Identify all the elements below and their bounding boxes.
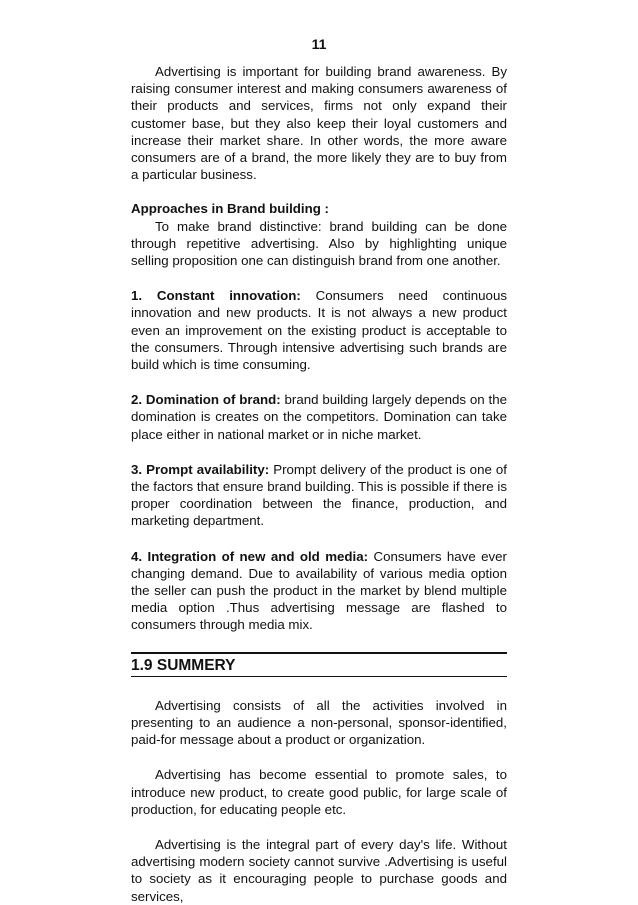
approach-item-lead: 1. Constant innovation: xyxy=(131,288,301,304)
approach-item-text: brand building largely depends on the domination is creates on the competitors. Domination can take place either in national market or in niche market. xyxy=(131,392,507,442)
summary-paragraph: Advertising is the integral part of every day's life. Without advertising modern society cannot survive .Advertising is useful to society as it encouraging people to purchase goods and services, xyxy=(131,836,507,904)
approaches-heading: Approaches in Brand building : xyxy=(131,201,329,217)
approach-item-lead: 4. Integration of new and old media: xyxy=(131,548,369,564)
summary-paragraph: Advertising has become essential to promote sales, to introduce new product, to create good public, for large scale of production, for educating people etc. xyxy=(131,767,507,817)
summary-paragraph: Advertising consists of all the activities involved in presenting to an audience a non-personal, sponsor-identified, paid-for message about a product or organization. xyxy=(131,697,507,748)
approach-item-lead: 2. Domination of brand: xyxy=(131,392,281,408)
approach-item-text: Consumers need continuous innovation and new products. It is not always a new product even an improvement on the existing product is acceptable to the consumers. Through intensive advertising such brands are build which is time consuming. xyxy=(131,288,507,373)
page-number: 11 xyxy=(311,36,327,52)
page-content xyxy=(131,63,507,905)
approach-item-integration-of-media xyxy=(131,548,507,634)
approach-item-lead: 3. Prompt availability: xyxy=(131,461,270,477)
approaches-intro-paragraph: To make brand distinctive: brand building can be done through repetitive advertising. Also by highlighting unique selling proposition one can distinguish brand from one another. xyxy=(131,218,507,269)
summary-heading: 1.9 SUMMERY xyxy=(131,656,236,674)
approach-item-text: Consumers have ever changing demand. Due to availability of various media option the seller can push the product in the market by blend multiple media option .Thus advertising message are flashed to consumers through media mix. xyxy=(131,548,507,633)
approach-item-text: Prompt delivery of the product is one of the factors that ensure brand building. This is possible if there is proper coordination between the finance, production, and marketing department. xyxy=(131,461,507,529)
approach-item-prompt-availability xyxy=(131,461,507,530)
approach-item-constant-innovation xyxy=(131,287,507,373)
approach-item-domination-of-brand xyxy=(131,391,507,443)
summary-section-header xyxy=(131,652,507,677)
intro-paragraph: Advertising is important for building brand awareness. By raising consumer interest and making consumers awareness of their products and services, firms not only expand their customer base, but they also keep their loyal customers and increase their market share. In other words, the more aware consumers are of a brand, the more likely they are to buy from a particular business. xyxy=(131,64,507,183)
